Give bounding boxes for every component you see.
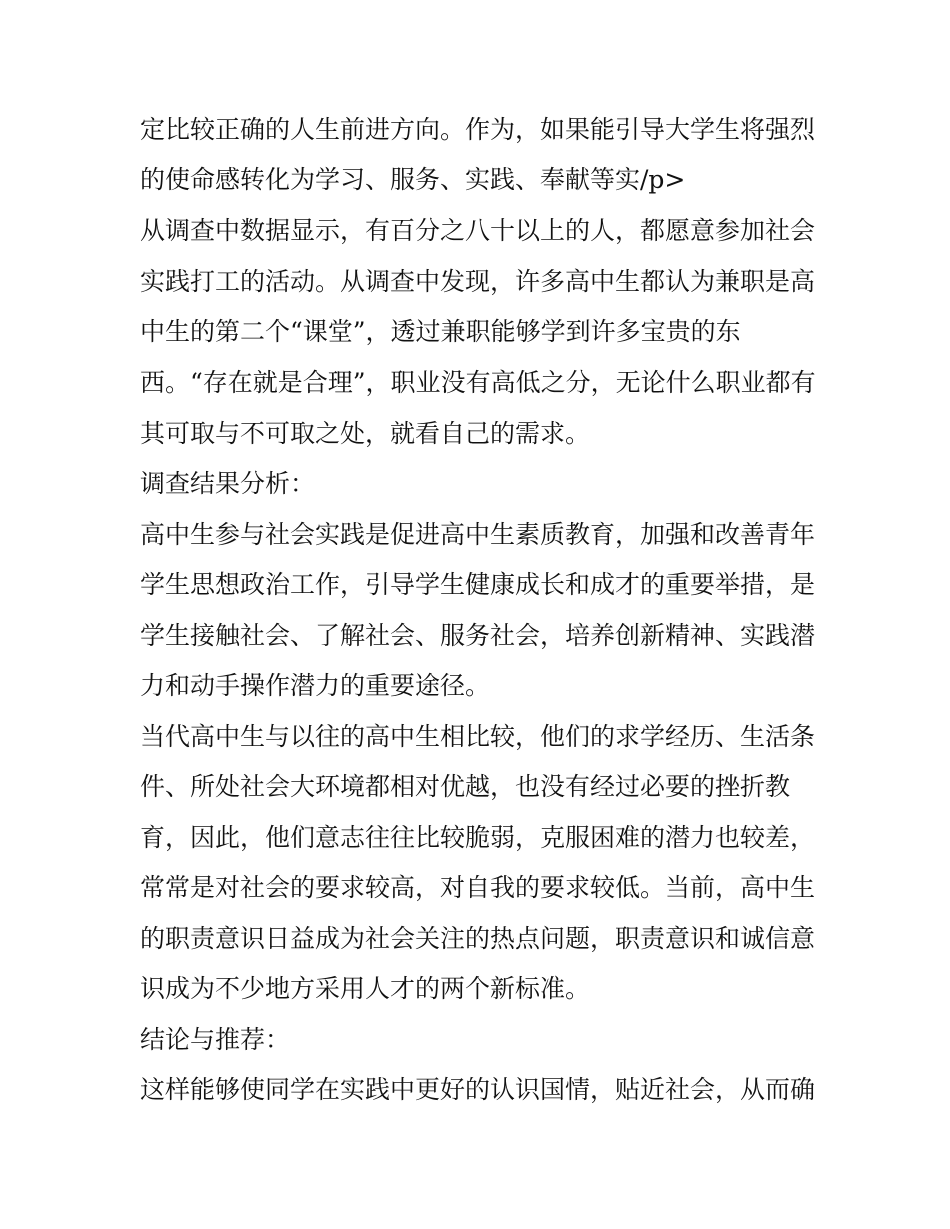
paragraph-line: 件、所处社会大环境都相对优越，也没有经过必要的挫折教 xyxy=(140,772,791,801)
paragraph-line: 西。“存在就是合理”，职业没有高低之分，无论什么职业都有 xyxy=(140,368,816,397)
paragraph-line: 实践打工的活动。从调查中发现，许多高中生都认为兼职是高 xyxy=(140,267,816,296)
paragraph-line: 定比较正确的人生前进方向。作为，如果能引导大学生将强烈 xyxy=(140,115,816,144)
paragraph-line: 力和动手操作潜力的重要途径。 xyxy=(140,671,491,700)
paragraph-line: 高中生参与社会实践是促进高中生素质教育，加强和改善青年 xyxy=(140,520,816,549)
paragraph-line: 从调查中数据显示，有百分之八十以上的人，都愿意参加社会 xyxy=(140,216,816,245)
paragraph-line: 学生接触社会、了解社会、服务社会，培养创新精神、实践潜 xyxy=(140,621,816,650)
paragraph-line: 育，因此，他们意志往往比较脆弱，克服困难的潜力也较差， xyxy=(140,823,816,852)
paragraph-line: 这样能够使同学在实践中更好的认识国情，贴近社会，从而确 xyxy=(140,1075,816,1104)
section-heading: 调查结果分析： xyxy=(140,469,316,498)
paragraph-line: 的职责意识日益成为社会关注的热点问题，职责意识和诚信意 xyxy=(140,924,816,953)
paragraph-line: 当代高中生与以往的高中生相比较，他们的求学经历、生活条 xyxy=(140,722,816,751)
paragraph-line: 其可取与不可取之处，就看自己的需求。 xyxy=(140,419,591,448)
paragraph-line: 的使命感转化为学习、服务、实践、奉献等实/p> xyxy=(140,165,686,194)
paragraph-line: 常常是对社会的要求较高，对自我的要求较低。当前，高中生 xyxy=(140,873,816,902)
section-heading: 结论与推荐： xyxy=(140,1025,291,1054)
paragraph-line: 学生思想政治工作，引导学生健康成长和成才的重要举措，是 xyxy=(140,570,816,599)
paragraph-line: 中生的第二个“课堂”，透过兼职能够学到许多宝贵的东 xyxy=(140,317,741,346)
paragraph-line: 识成为不少地方采用人才的两个新标准。 xyxy=(140,974,591,1003)
